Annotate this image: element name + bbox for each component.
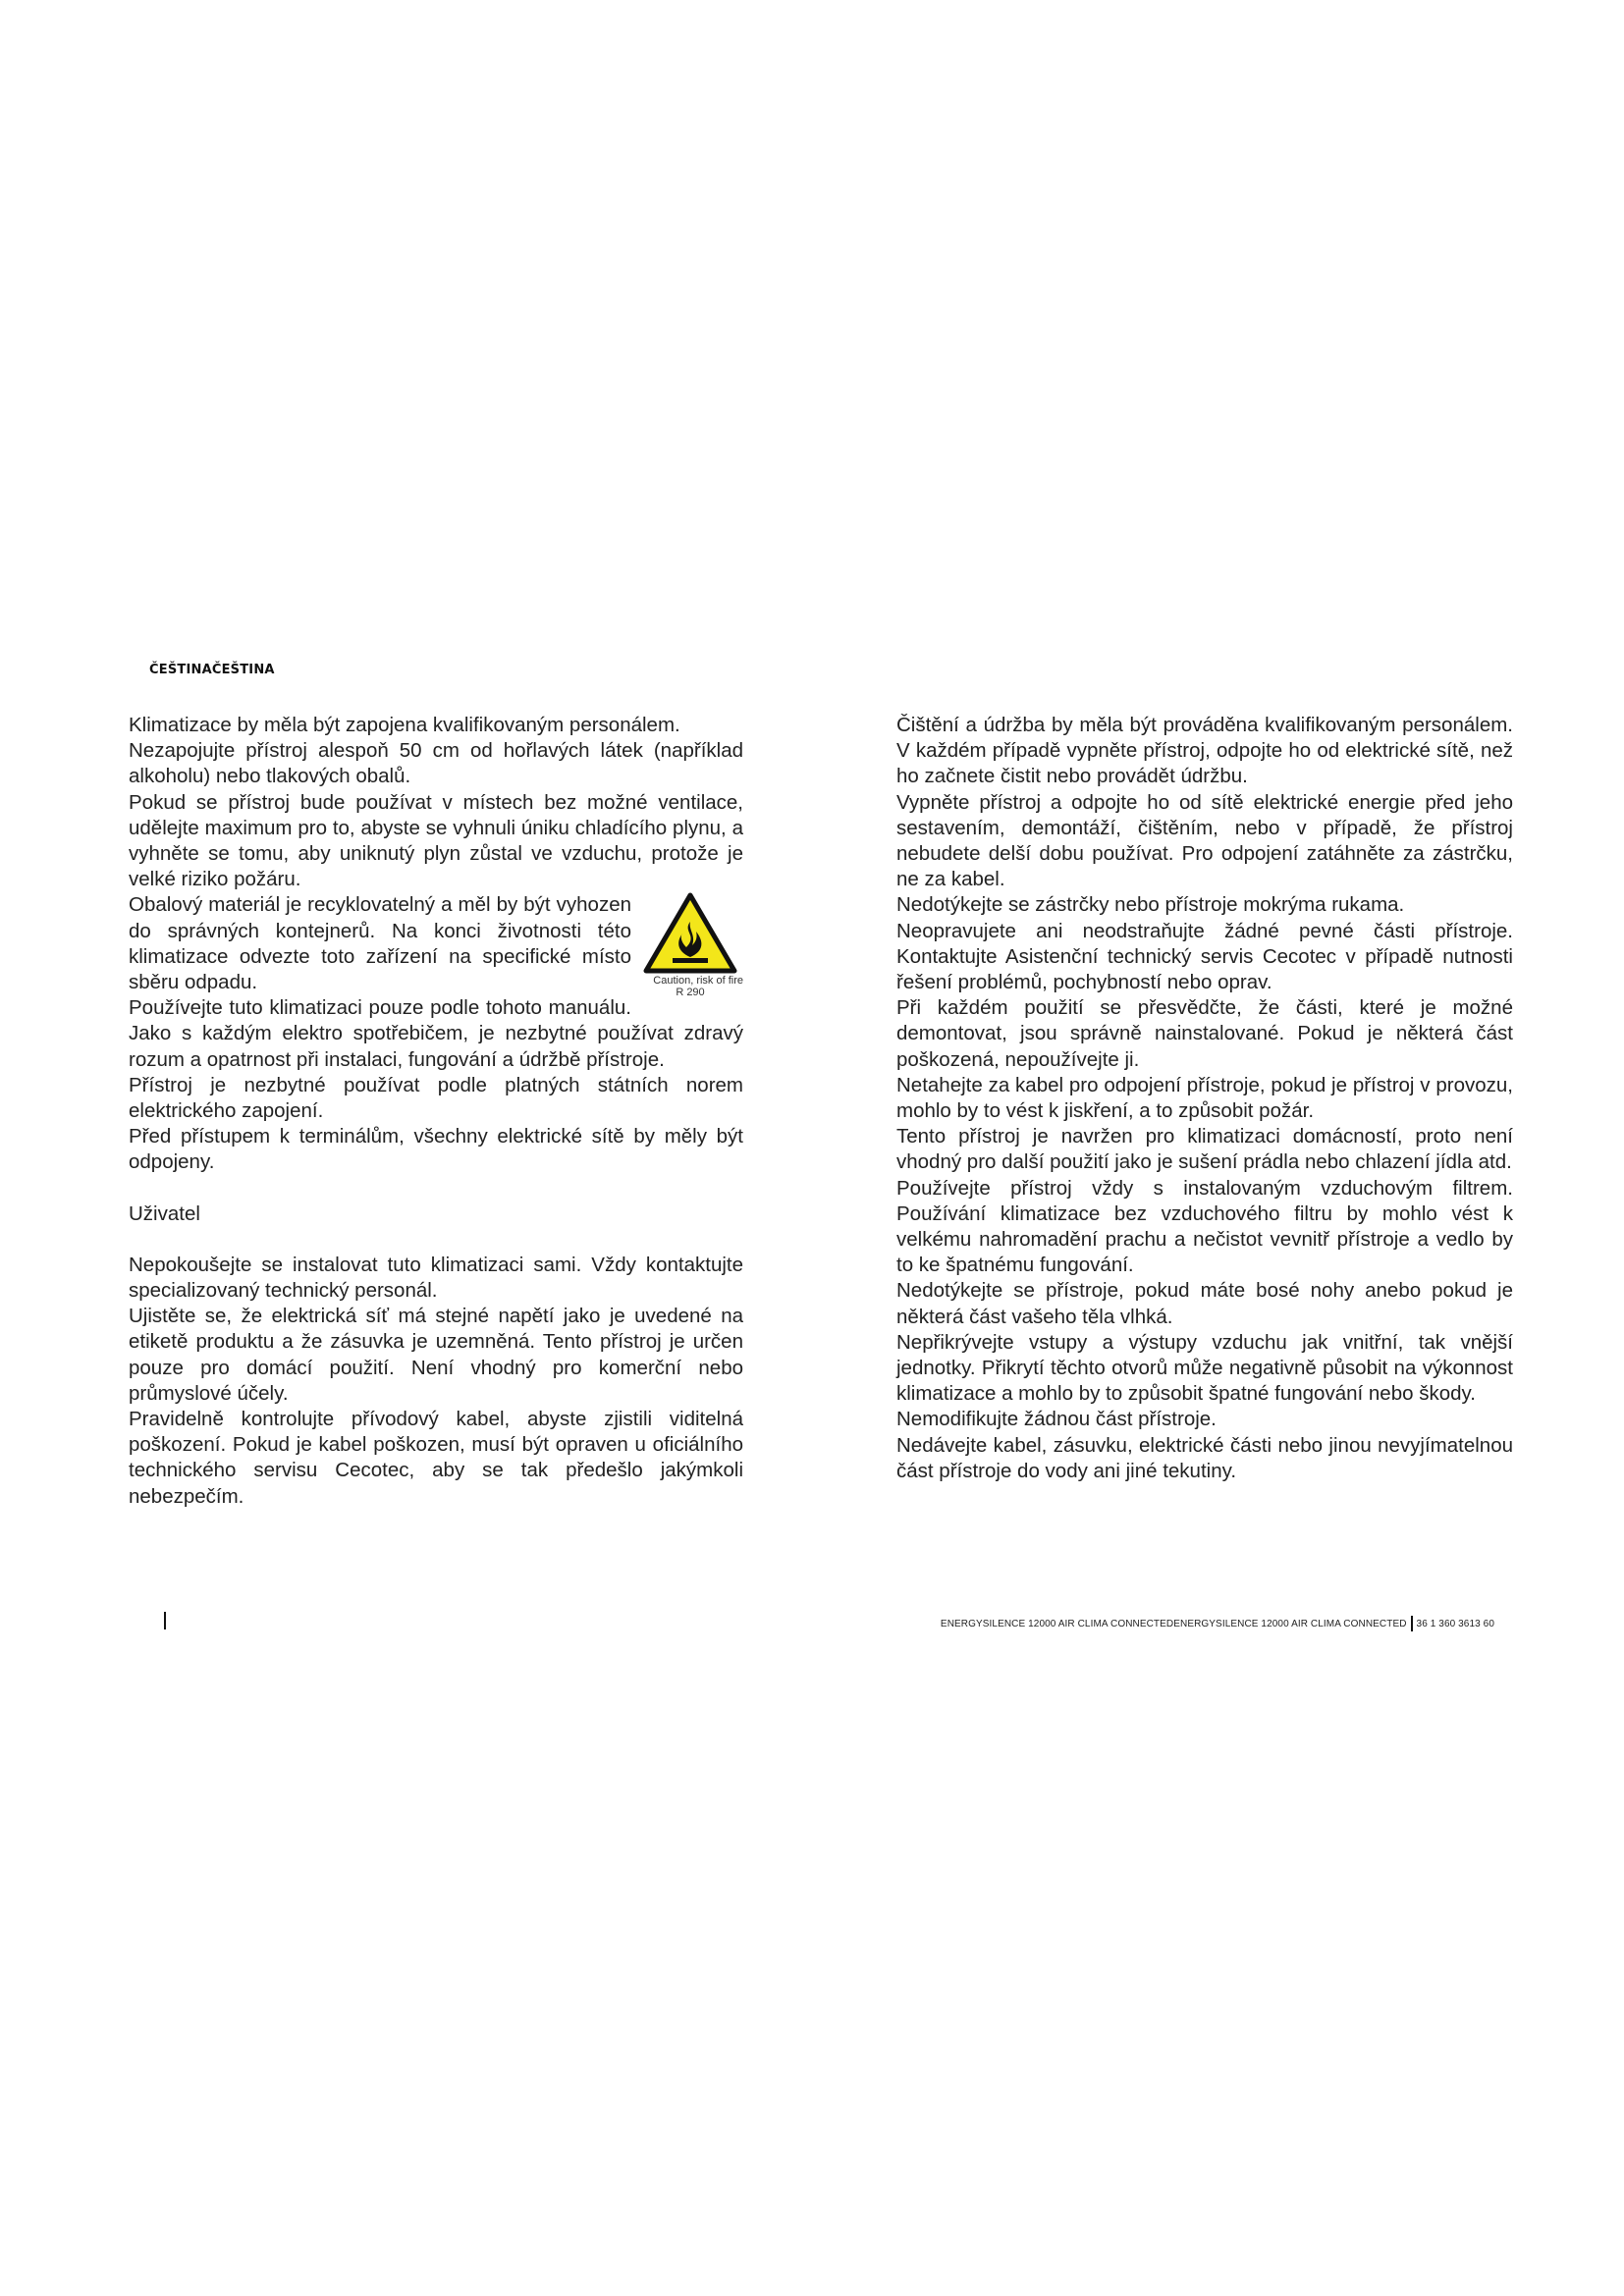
paragraph: Neopravujete ani neodstraňujte žádné pevné části přístroje. Kontaktujte Asistenční technický servis Cecotec v případě nutnosti řešení problémů, pochybností nebo oprav. <box>896 919 1513 994</box>
paragraph: Před přístupem k terminálům, všechny elektrické sítě by měly být odpojeny. <box>129 1125 743 1174</box>
footer-page-number: 36 1 360 3613 60 <box>1416 1618 1494 1629</box>
paragraph: Čištění a údržba by měla být prováděna kvalifikovaným personálem. V každém případě vypněte přístroj, odpojte ho od elektrické sítě, než ho začnete čistit nebo provádět údržbu. <box>896 714 1513 788</box>
footer-product-name: ENERGYSILENCE 12000 AIR CLIMA CONNECTEDENERGYSILENCE 12000 AIR CLIMA CONNECTED <box>940 1618 1407 1629</box>
page-marker-left <box>164 1612 166 1629</box>
paragraph: Obalový materiál je recyklovatelný a měl by být vyhozen do správných kontejnerů. Na konci životnosti této klimatizace odvezte toto zařízení na specifické místo sběru odpadu. <box>129 893 631 994</box>
paragraph: Vypněte přístroj a odpojte ho od sítě elektrické energie před jeho sestavením, demontáží, čištěním, nebo v případě, že přístroj nebudete delší dobu používat. Pro odpojení zatáhněte za zástrčku, ne za kabel. <box>896 790 1513 891</box>
paragraph: Nedotýkejte se zástrčky nebo přístroje mokrýma rukama. <box>896 893 1405 917</box>
paragraph: Používejte přístroj vždy s instalovaným vzduchovým filtrem. Používání klimatizace bez vzduchového filtru by mohlo vést k velkému nahromadění prachu a nečistot vevnitř přístroje a vedlo by to ke špatnému fungování. <box>896 1176 1513 1277</box>
warning-caption: Caution, risk of fire <box>653 975 743 988</box>
paragraph: Klimatizace by měla být zapojena kvalifikovaným personálem. <box>129 714 680 736</box>
paragraph: Pravidelně kontrolujte přívodový kabel, abyste zjistili viditelná poškození. Pokud je kabel poškozen, musí být opraven u oficiálního technického servisu Cecotec, aby se tak předešlo jakýmkoli nebezpečím. <box>129 1408 743 1508</box>
section-language-label: ČEŠTINAČEŠTINA <box>149 663 275 677</box>
paragraph: Při každém použití se přesvědčte, že části, které je možné demontovat, jsou správně nainstalované. Pokud je některá část poškozená, nepoužívejte ji. <box>896 996 1513 1071</box>
warning-refrigerant-code: R 290 <box>676 987 705 999</box>
left-column <box>129 713 743 1510</box>
paragraph: Nedotýkejte se přístroje, pokud máte bosé nohy anebo pokud je některá část vašeho těla vlhká. <box>896 1279 1513 1328</box>
paragraph: Nezapojujte přístroj alespoň 50 cm od hořlavých látek (například alkoholu) nebo tlakových obalů. <box>129 739 743 788</box>
paragraph: Nemodifikujte žádnou část přístroje. <box>896 1408 1217 1431</box>
fire-warning-sign <box>637 892 743 998</box>
paragraph: Používejte tuto klimatizaci pouze podle tohoto manuálu. Jako s každým elektro spotřebičem, je nezbytné používat zdravý rozum a opatrnost při instalaci, fungování a údržbě přístroje. <box>129 996 743 1071</box>
paragraph: Přístroj je nezbytné používat podle platných státních norem elektrického zapojení. <box>129 1073 743 1123</box>
paragraph: Netahejte za kabel pro odpojení přístroje, pokud je přístroj v provozu, mohlo by to vést k jiskření, a to způsobit požár. <box>896 1073 1513 1123</box>
paragraph: Nepokoušejte se instalovat tuto klimatizaci sami. Vždy kontaktujte specializovaný technický personál. <box>129 1253 743 1303</box>
paragraph: Tento přístroj je navržen pro klimatizaci domácností, proto není vhodný pro další použití jako je sušení prádla nebo chlazení jídla atd. <box>896 1125 1513 1174</box>
right-column <box>896 713 1513 1484</box>
footer <box>941 1616 1494 1631</box>
section-heading-user: Uživatel <box>129 1201 200 1225</box>
paragraph: Nedávejte kabel, zásuvku, elektrické části nebo jinou nevyjímatelnou část přístroje do vody ani jiné tekutiny. <box>896 1433 1513 1482</box>
paragraph: Pokud se přístroj bude používat v místech bez možné ventilace, udělejte maximum pro to, abyste se vyhnuli úniku chladícího plynu, a vyhněte se tomu, aby uniknutý plyn zůstal ve vzduchu, protože je velké riziko požáru. <box>129 790 743 891</box>
paragraph: Nepřikrývejte vstupy a výstupy vzduchu jak vnitřní, tak vnější jednotky. Přikrytí těchto otvorů může negativně působit na výkonnost klimatizace a mohlo by to způsobit špatné fungování nebo škody. <box>896 1330 1513 1406</box>
paragraph: Ujistěte se, že elektrická síť má stejné napětí jako je uvedené na etiketě produktu a že zásuvka je uzemněná. Tento přístroj je určen pouze pro domácí použití. Není vhodný pro komerční nebo průmyslové účely. <box>129 1305 743 1405</box>
flammable-warning-icon <box>643 892 737 975</box>
page-divider <box>1411 1616 1413 1631</box>
